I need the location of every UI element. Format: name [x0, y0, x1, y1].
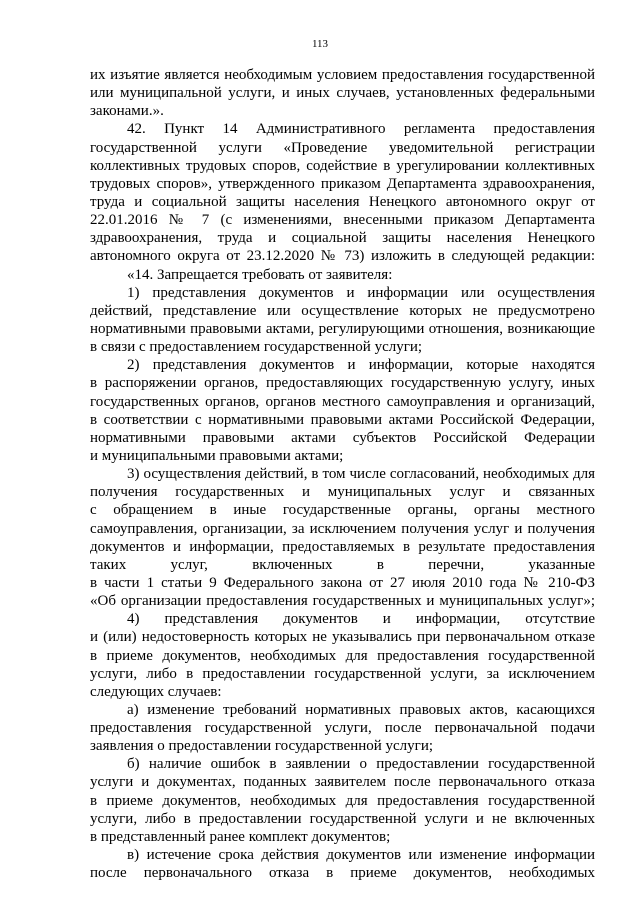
text-line: услуги, либо в предоставлении государственной услуги и не включенных: [90, 810, 595, 827]
text-line: с обращением в иные государственные органы, органы местного: [90, 502, 595, 519]
text-line: «14. Запрещается требовать от заявителя:: [127, 266, 393, 283]
text-line: действий, представление или осуществление которых не предусмотрено: [90, 302, 595, 319]
text-line: заявления о предоставлении государственной услуги;: [90, 738, 434, 755]
text-line: а) изменение требований нормативных правовых актов, касающихся: [127, 701, 595, 718]
text-line: следующих случаев:: [90, 683, 222, 700]
text-line: нормативными правовыми актами субъектов Российской Федерации: [90, 429, 595, 446]
text-line: предоставления государственной услуги, после первоначальной подачи: [90, 720, 595, 737]
text-line: 1) представления документов и информации или осуществления: [127, 284, 595, 301]
text-line: 42. Пункт 14 Административного регламента предоставления: [127, 121, 595, 138]
text-line: после первоначального отказа в приеме документов, необходимых: [90, 865, 595, 882]
text-line: в соответствии с нормативными правовыми актами Российской Федерации,: [90, 411, 595, 428]
text-line: в распоряжении органов, предоставляющих государственную услугу, иных: [90, 375, 595, 392]
text-line: б) наличие ошибок в заявлении о предоставлении государственной: [127, 756, 595, 773]
text-line: государственной услуги «Проведение уведомительной регистрации: [90, 139, 595, 156]
text-line: услуги, либо в предоставлении государственной услуги, за исключением: [90, 665, 595, 682]
text-line: в связи с предоставлением государственной услуги;: [90, 339, 423, 356]
text-line: и (или) недостоверность которых не указывались при первоначальном отказе: [90, 629, 595, 646]
document-body: [90, 66, 595, 882]
text-line: законами.».: [90, 103, 164, 120]
text-line: здравоохранения, труда и социальной защиты населения Ненецкого: [90, 230, 595, 247]
text-line: в) истечение срока действия документов или изменение информации: [127, 847, 595, 864]
text-line: таких услуг, включенных в перечни, указанные: [90, 556, 595, 573]
text-line: 22.01.2016 № 7 (с изменениями, внесенными приказом Департамента: [90, 212, 595, 229]
text-line: услуги и документах, поданных заявителем после первоначального отказа: [90, 774, 595, 791]
text-line: 4) представления документов и информации, отсутствие: [127, 611, 595, 628]
text-line: 2) представления документов и информации, которые находятся: [127, 357, 595, 374]
text-line: в части 1 статьи 9 Федерального закона от 27 июля 2010 года № 210-ФЗ: [90, 574, 595, 591]
text-line: их изъятие является необходимым условием предоставления государственной: [90, 67, 595, 83]
text-line: «Об организации предоставления государственных и муниципальных услуг»;: [90, 593, 595, 610]
text-line: в приеме документов, необходимых для предоставления государственной: [90, 647, 595, 664]
text-line: документов и информации, предоставляемых в результате предоставления: [90, 538, 595, 555]
text-line: и муниципальными правовыми актами;: [90, 447, 344, 464]
text-line: в представленный ранее комплект документов;: [90, 828, 391, 845]
text-line: государственных органов, органов местного самоуправления и организаций,: [90, 393, 595, 410]
text-line: или муниципальной услуги, и иных случаев, установленных федеральными: [90, 85, 595, 102]
text-line: трудовых споров», утвержденного приказом Департамента здравоохранения,: [90, 175, 595, 192]
text-line: самоуправления, организации, за исключением получения услуг и получения: [90, 520, 595, 537]
text-line: 3) осуществления действий, в том числе согласований, необходимых для: [127, 466, 595, 483]
text-line: получения государственных и муниципальных услуг и связанных: [90, 484, 595, 501]
text-line: в приеме документов, необходимых для предоставления государственной: [90, 792, 595, 809]
text-line: труда и социальной защиты населения Ненецкого автономного округ от: [90, 193, 595, 210]
text-line: коллективных трудовых споров, содействие в урегулировании коллективных: [90, 157, 595, 174]
page-number: 113: [311, 38, 329, 50]
text-line: нормативными правовыми актами, регулирующими отношения, возникающие: [90, 320, 595, 337]
text-line: автономного округа от 23.12.2020 № 73) изложить в следующей редакции:: [90, 248, 595, 265]
